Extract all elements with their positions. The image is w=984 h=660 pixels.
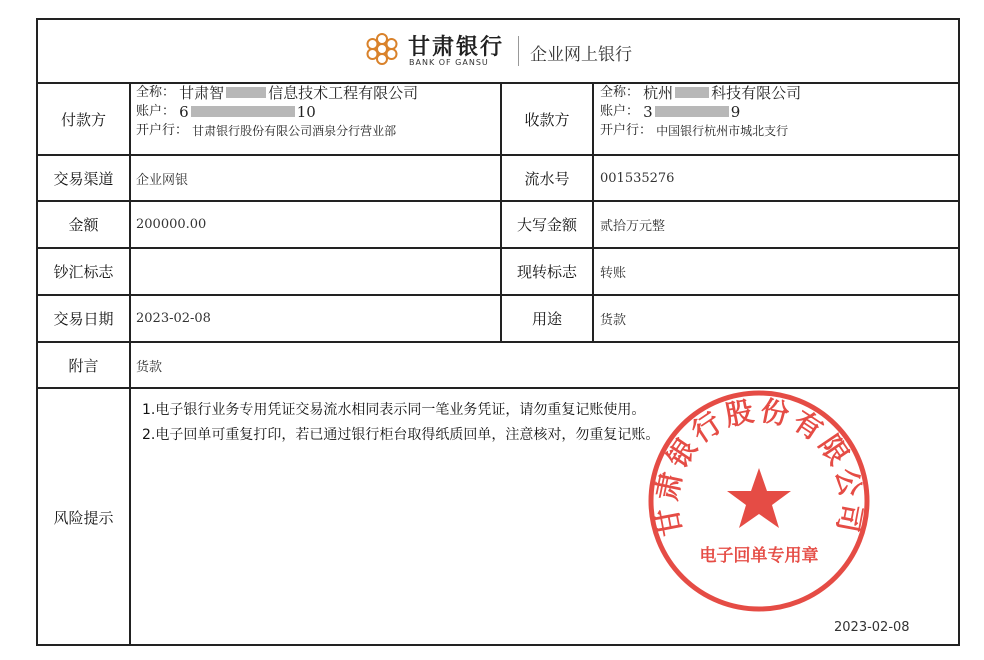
payee-name-key: 全称： xyxy=(600,84,640,100)
risk-line-2: 2.电子回单可重复打印，若已通过银行柜台取得纸质回单，注意核对，勿重复记账。 xyxy=(142,427,660,443)
note-value: 货款 xyxy=(136,359,163,375)
date-label: 交易日期 xyxy=(53,310,114,328)
channel-label: 交易渠道 xyxy=(53,169,114,188)
purpose-label: 用途 xyxy=(531,310,562,328)
payee-name-left: 杭州 xyxy=(643,83,674,102)
risk-label: 风险提示 xyxy=(53,509,114,527)
redaction-mark xyxy=(226,87,266,98)
amount-cn-label: 大写金额 xyxy=(516,216,577,234)
date-value: 2023-02-08 xyxy=(136,311,211,326)
header-divider xyxy=(518,36,519,66)
payee-account-key: 账户： xyxy=(600,103,640,119)
purpose-value: 货款 xyxy=(600,313,627,328)
amount-label: 金额 xyxy=(68,216,99,234)
bank-name-en: BANK OF GANSU xyxy=(409,58,489,67)
row-divider xyxy=(38,341,958,343)
payee-name-right: 科技有限公司 xyxy=(711,83,802,102)
payer-info xyxy=(136,83,418,140)
receipt-header xyxy=(38,20,958,84)
note-label: 附言 xyxy=(68,356,99,375)
channel-value: 企业网银 xyxy=(136,172,189,188)
amount-cn-value: 贰拾万元整 xyxy=(600,219,666,234)
serial-value: 001535276 xyxy=(600,170,675,186)
transfer-label: 现转标志 xyxy=(516,263,577,281)
seal-ring-text: 甘肃银行股份有限公司 xyxy=(649,393,869,539)
cash-label: 钞汇标志 xyxy=(53,263,114,281)
print-date: 2023-02-08 xyxy=(834,620,910,635)
amount-value: 200000.00 xyxy=(136,217,207,232)
bank-logo-icon xyxy=(364,31,400,67)
payer-account-right: 10 xyxy=(296,102,316,121)
payer-label: 付款方 xyxy=(60,110,106,129)
redaction-mark xyxy=(655,106,729,117)
payee-info xyxy=(600,83,801,140)
payee-label: 收款方 xyxy=(524,110,570,129)
payee-account-right: 9 xyxy=(730,102,741,121)
official-seal-icon xyxy=(644,386,874,616)
redaction-mark xyxy=(191,106,295,117)
col-divider xyxy=(592,82,594,341)
bank-name: 甘肃银行 xyxy=(408,35,505,60)
payer-name-key: 全称： xyxy=(136,84,176,100)
transfer-value: 转账 xyxy=(600,266,627,281)
redaction-mark xyxy=(675,87,709,98)
row-divider xyxy=(38,247,958,249)
payer-bank: 甘肃银行股份有限公司酒泉分行营业部 xyxy=(192,123,397,138)
payee-bank-key: 开户行： xyxy=(600,122,653,138)
risk-line-1: 1.电子银行业务专用凭证交易流水相同表示同一笔业务凭证，请勿重复记账使用。 xyxy=(142,402,646,418)
col-divider xyxy=(129,82,131,646)
payer-account-key: 账户： xyxy=(136,103,176,119)
payee-account-left: 3 xyxy=(643,102,653,121)
seal-center-text: 电子回单专用章 xyxy=(699,546,819,566)
receipt-frame xyxy=(36,18,960,646)
payer-name-right: 信息技术工程有限公司 xyxy=(268,83,419,102)
page-title: 企业网上银行 xyxy=(530,45,632,65)
payee-bank: 中国银行杭州市城北支行 xyxy=(656,123,789,138)
payer-bank-key: 开户行： xyxy=(136,122,189,138)
svg-text:甘肃银行股份有限公司 xyxy=(650,394,868,539)
payer-name-left: 甘肃智 xyxy=(179,83,225,102)
serial-label: 流水号 xyxy=(524,169,570,188)
risk-text xyxy=(142,398,659,448)
payer-account-left: 6 xyxy=(179,102,189,121)
